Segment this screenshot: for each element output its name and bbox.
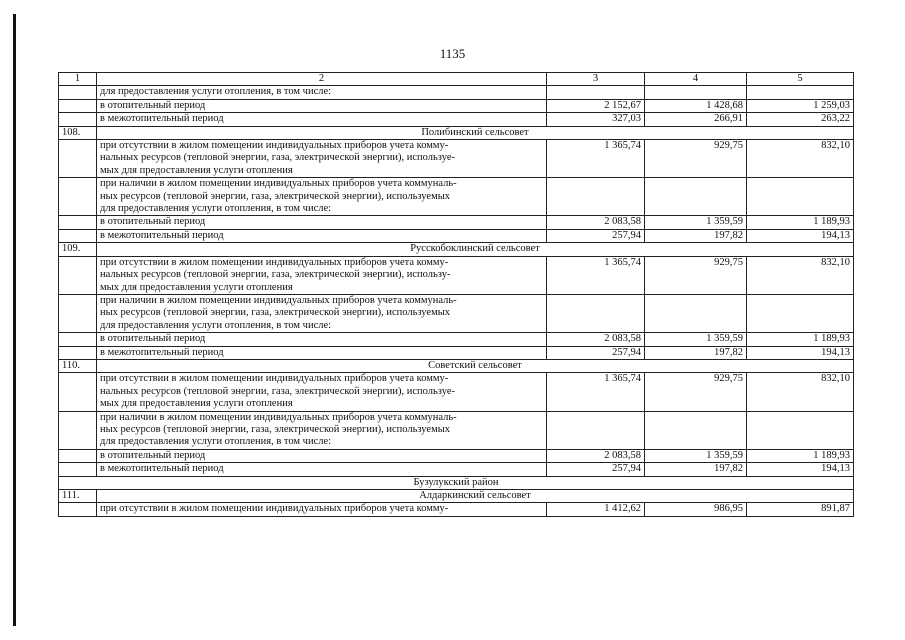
section-number: 111. bbox=[59, 490, 97, 503]
value-col4: 1 359,59 bbox=[645, 449, 747, 462]
section-title: Алдаркинский сельсовет bbox=[97, 490, 854, 503]
value-col4: 1 428,68 bbox=[645, 99, 747, 112]
value-col3: 1 365,74 bbox=[547, 140, 645, 178]
value-col5 bbox=[747, 178, 854, 216]
column-header-5: 5 bbox=[747, 73, 854, 86]
value-col4: 197,82 bbox=[645, 229, 747, 242]
row-label: при наличии в жилом помещении индивидуальных приборов учета коммуналь- ных ресурсов (тепловой энергии, газа, электрической энергии), используемых для предоставления услуги отопления, в том числе: bbox=[97, 411, 547, 449]
row-number-cell bbox=[59, 346, 97, 359]
row-number-cell bbox=[59, 229, 97, 242]
value-col3: 257,94 bbox=[547, 346, 645, 359]
table-row bbox=[59, 216, 854, 229]
value-col4 bbox=[645, 86, 747, 99]
value-col4 bbox=[645, 178, 747, 216]
row-number-cell bbox=[59, 99, 97, 112]
table-row bbox=[59, 294, 854, 332]
row-number-cell bbox=[59, 463, 97, 476]
section-row bbox=[59, 359, 854, 372]
table-row bbox=[59, 256, 854, 294]
row-label: в отопительный период bbox=[97, 449, 547, 462]
column-header-2: 2 bbox=[97, 73, 547, 86]
section-title: Полибинский сельсовет bbox=[97, 126, 854, 139]
row-number-cell bbox=[59, 178, 97, 216]
table-row bbox=[59, 178, 854, 216]
value-col5: 891,87 bbox=[747, 503, 854, 516]
table-row bbox=[59, 503, 854, 516]
column-header-1: 1 bbox=[59, 73, 97, 86]
row-label: в отопительный период bbox=[97, 99, 547, 112]
value-col5 bbox=[747, 411, 854, 449]
value-col5 bbox=[747, 86, 854, 99]
value-col3 bbox=[547, 178, 645, 216]
table-row bbox=[59, 229, 854, 242]
row-number-cell bbox=[59, 140, 97, 178]
row-label: при отсутствии в жилом помещении индивидуальных приборов учета комму- нальных ресурсов (тепловой энергии, газа, электрической энергии), используе- мых для предоставления услуги отопления bbox=[97, 373, 547, 411]
column-header-3: 3 bbox=[547, 73, 645, 86]
value-col5: 832,10 bbox=[747, 140, 854, 178]
section-row bbox=[59, 243, 854, 256]
value-col3: 1 412,62 bbox=[547, 503, 645, 516]
value-col5: 194,13 bbox=[747, 229, 854, 242]
value-col3: 2 083,58 bbox=[547, 449, 645, 462]
table-row bbox=[59, 86, 854, 99]
section-number: 110. bbox=[59, 359, 97, 372]
section-row bbox=[59, 126, 854, 139]
row-number-cell bbox=[59, 294, 97, 332]
value-col4 bbox=[645, 411, 747, 449]
row-number-cell bbox=[59, 256, 97, 294]
value-col3: 2 083,58 bbox=[547, 333, 645, 346]
row-number-cell bbox=[59, 411, 97, 449]
value-col5: 832,10 bbox=[747, 256, 854, 294]
value-col4: 197,82 bbox=[645, 346, 747, 359]
value-col3 bbox=[547, 294, 645, 332]
value-col5: 263,22 bbox=[747, 113, 854, 126]
value-col5: 1 259,03 bbox=[747, 99, 854, 112]
table-row bbox=[59, 411, 854, 449]
row-label: при отсутствии в жилом помещении индивидуальных приборов учета комму- нальных ресурсов (тепловой энергии, газа, электрической энергии), использу- мых для предоставления услуги отопления bbox=[97, 256, 547, 294]
value-col3: 327,03 bbox=[547, 113, 645, 126]
section-number: 109. bbox=[59, 243, 97, 256]
page-edge-bar bbox=[13, 14, 16, 626]
value-col4: 1 359,59 bbox=[645, 216, 747, 229]
table-row bbox=[59, 449, 854, 462]
table-row bbox=[59, 373, 854, 411]
section-row bbox=[59, 490, 854, 503]
value-col3 bbox=[547, 86, 645, 99]
value-col3: 2 152,67 bbox=[547, 99, 645, 112]
value-col4 bbox=[645, 294, 747, 332]
row-label: при наличии в жилом помещении индивидуальных приборов учета коммуналь- ных ресурсов (тепловой энергии, газа, электрической энергии), используемых для предоставления услуги отопления, в том числе: bbox=[97, 178, 547, 216]
row-number-cell bbox=[59, 503, 97, 516]
value-col3: 257,94 bbox=[547, 463, 645, 476]
value-col4: 266,91 bbox=[645, 113, 747, 126]
row-label: при отсутствии в жилом помещении индивидуальных приборов учета комму- bbox=[97, 503, 547, 516]
section-title: Русскобоклинский сельсовет bbox=[97, 243, 854, 256]
row-number-cell bbox=[59, 86, 97, 99]
value-col5: 1 189,93 bbox=[747, 333, 854, 346]
table-row bbox=[59, 346, 854, 359]
row-number-cell bbox=[59, 216, 97, 229]
row-number-cell bbox=[59, 373, 97, 411]
row-label: в межотопительный период bbox=[97, 113, 547, 126]
section-title: Советский сельсовет bbox=[97, 359, 854, 372]
row-label: в межотопительный период bbox=[97, 229, 547, 242]
value-col3: 1 365,74 bbox=[547, 256, 645, 294]
page-number: 1135 bbox=[439, 46, 466, 61]
value-col5: 194,13 bbox=[747, 346, 854, 359]
value-col4: 929,75 bbox=[645, 140, 747, 178]
value-col3: 257,94 bbox=[547, 229, 645, 242]
value-col5: 832,10 bbox=[747, 373, 854, 411]
row-label: в межотопительный период bbox=[97, 463, 547, 476]
value-col3: 1 365,74 bbox=[547, 373, 645, 411]
row-number-cell bbox=[59, 333, 97, 346]
tariff-table-body bbox=[59, 73, 854, 517]
section-number: 108. bbox=[59, 126, 97, 139]
value-col4: 1 359,59 bbox=[645, 333, 747, 346]
column-header-row bbox=[59, 73, 854, 86]
row-number-cell bbox=[59, 449, 97, 462]
value-col3 bbox=[547, 411, 645, 449]
value-col4: 929,75 bbox=[645, 256, 747, 294]
district-title: Бузулукский район bbox=[59, 476, 854, 489]
row-label: в отопительный период bbox=[97, 216, 547, 229]
table-row bbox=[59, 333, 854, 346]
table-row bbox=[59, 463, 854, 476]
tariff-table bbox=[58, 72, 854, 517]
table-row bbox=[59, 99, 854, 112]
row-label: в межотопительный период bbox=[97, 346, 547, 359]
value-col5: 1 189,93 bbox=[747, 449, 854, 462]
row-number-cell bbox=[59, 113, 97, 126]
table-row bbox=[59, 113, 854, 126]
row-label: при отсутствии в жилом помещении индивидуальных приборов учета комму- нальных ресурсов (тепловой энергии, газа, электрической энергии), используе- мых для предоставления услуги отопления bbox=[97, 140, 547, 178]
value-col4: 929,75 bbox=[645, 373, 747, 411]
table-row bbox=[59, 140, 854, 178]
row-label: в отопительный период bbox=[97, 333, 547, 346]
value-col5: 1 189,93 bbox=[747, 216, 854, 229]
value-col3: 2 083,58 bbox=[547, 216, 645, 229]
row-label: для предоставления услуги отопления, в том числе: bbox=[97, 86, 547, 99]
value-col5 bbox=[747, 294, 854, 332]
row-label: при наличии в жилом помещении индивидуальных приборов учета коммуналь- ных ресурсов (тепловой энергии, газа, электрической энергии), используемых для предоставления услуги отопления, в том числе: bbox=[97, 294, 547, 332]
value-col4: 986,95 bbox=[645, 503, 747, 516]
district-row bbox=[59, 476, 854, 489]
column-header-4: 4 bbox=[645, 73, 747, 86]
value-col5: 194,13 bbox=[747, 463, 854, 476]
value-col4: 197,82 bbox=[645, 463, 747, 476]
